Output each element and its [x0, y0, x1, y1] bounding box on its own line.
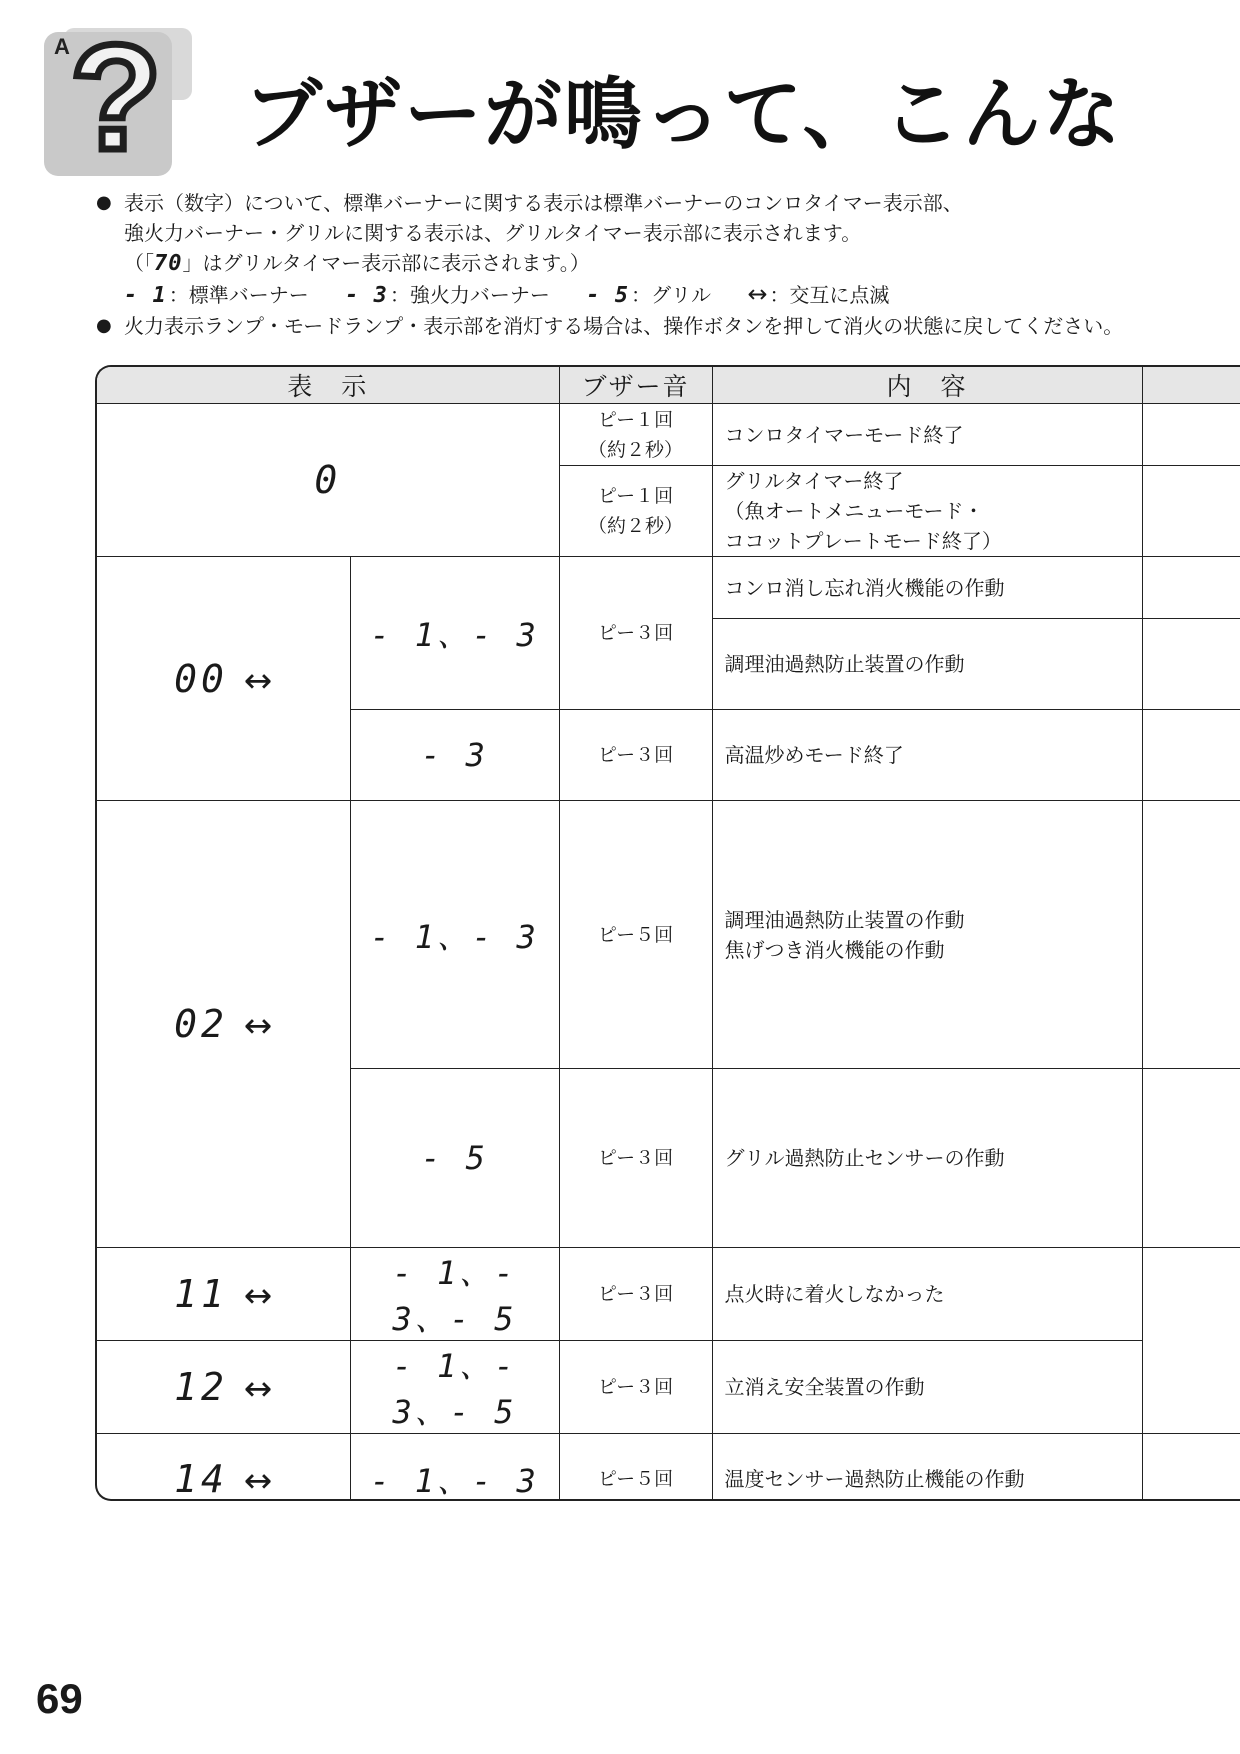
display-code: 0: [97, 404, 559, 557]
buzzer-cell: ピー３回: [559, 557, 712, 710]
content-line: ココットプレートモード終了）: [724, 529, 1002, 553]
note-text: 表示（数字）について、標準バーナーに関する表示は標準バーナーのコンロタイマー表示部、: [124, 191, 963, 215]
buzzer-duration: （約２秒）: [588, 515, 684, 537]
buzzer-cell: ピー５回: [559, 801, 712, 1069]
notes-section: [96, 188, 1226, 341]
note-text: 火力表示ランプ・モードランプ・表示部を消灯する場合は、操作ボタンを押して消火の状態に戻してください。: [124, 314, 1124, 338]
header-extra: [1142, 367, 1240, 404]
page-title: ブザーが鳴って、こんな: [244, 69, 1123, 160]
content-cell: 点火時に着火しなかった: [712, 1248, 1142, 1341]
note-segment-code: 70: [154, 251, 183, 276]
alternate-arrow-icon: ↔: [243, 660, 273, 701]
question-mark-icon: ?: [70, 13, 162, 181]
alternate-arrow-icon: ↔: [243, 1369, 273, 1409]
table-row: [97, 1434, 1240, 1502]
header-content: 内 容: [712, 367, 1142, 404]
display-code: 12: [174, 1365, 228, 1409]
buzzer-table: [95, 365, 1240, 1501]
bullet-icon: ●: [96, 315, 112, 336]
burner-code: - 3: [350, 710, 559, 801]
header-display: 表 示: [97, 367, 559, 404]
display-code: 14: [174, 1456, 228, 1501]
burner-code: - 1、- 3、- 5: [350, 1248, 559, 1341]
table-row: [97, 1248, 1240, 1341]
legend-label-grill: ：グリル: [630, 283, 711, 307]
buzzer-cell: ピー３回: [559, 710, 712, 801]
legend-label-alternate: ：交互に点滅: [769, 283, 890, 307]
content-line: 焦げつき消火機能の作動: [724, 937, 945, 962]
display-code: 11: [174, 1272, 228, 1316]
display-code: 00: [174, 656, 228, 701]
alternate-arrow-icon: ↔: [243, 1006, 273, 1046]
content-line: （魚オートメニューモード・: [724, 499, 984, 523]
note-continuation: [96, 218, 1226, 248]
table-row: [97, 404, 1240, 466]
display-code-cell: [97, 801, 350, 1248]
table-header-row: [97, 367, 1240, 404]
burner-code: - 1、- 3: [350, 1434, 559, 1502]
buzzer-count: ピー１回: [597, 408, 674, 431]
content-cell: 調理油過熱防止装置の作動: [712, 619, 1142, 710]
note-bullet-2: [96, 311, 1226, 341]
content-cell: [712, 466, 1142, 557]
qa-icon-letter: A: [54, 34, 70, 59]
content-cell: コンロタイマーモード終了: [712, 404, 1142, 466]
content-cell: コンロ消し忘れ消火機能の作動: [712, 557, 1142, 619]
page-number: 69: [36, 1675, 83, 1722]
content-cell: グリル過熱防止センサーの作動: [712, 1069, 1142, 1248]
buzzer-cell: [559, 404, 712, 466]
content-cell: 温度センサー過熱防止機能の作動: [712, 1434, 1142, 1502]
table-row: [97, 1341, 1240, 1434]
legend-code-standard: - 1: [124, 283, 167, 308]
content-cell: 高温炒めモード終了: [712, 710, 1142, 801]
content-line: 調理油過熱防止装置の作動: [724, 907, 965, 932]
qa-question-icon: [44, 13, 192, 181]
note-text: 」はグリルタイマー表示部に表示されます。）: [182, 251, 590, 275]
content-cell: [712, 801, 1142, 1069]
legend-code-strong: - 3: [345, 283, 388, 308]
note-bullet-1: [96, 188, 1226, 218]
table-row: [97, 557, 1240, 619]
buzzer-cell: ピー３回: [559, 1069, 712, 1248]
legend-label-strong: ：強火力バーナー: [389, 283, 550, 307]
display-code-cell: [97, 557, 350, 801]
legend-label-standard: ：標準バーナー: [168, 283, 309, 307]
note-text: 強火力バーナー・グリルに関する表示は、グリルタイマー表示部に表示されます。: [124, 221, 862, 245]
buzzer-cell: ピー３回: [559, 1248, 712, 1341]
alternate-arrow-icon: ↔: [243, 1276, 273, 1316]
buzzer-duration: （約２秒）: [588, 438, 684, 461]
burner-code: - 1、- 3、- 5: [350, 1341, 559, 1434]
legend-code-grill: - 5: [586, 283, 629, 308]
table-row: [97, 801, 1240, 1069]
content-line: グリルタイマー終了: [724, 469, 904, 493]
buzzer-cell: [559, 466, 712, 557]
header-buzzer: ブザー音: [559, 367, 712, 404]
display-code: 02: [174, 1002, 228, 1046]
display-code-cell: [97, 1434, 350, 1502]
note-continuation: [96, 248, 1226, 279]
display-code-cell: [97, 1248, 350, 1341]
alternate-arrow-icon: ↔: [243, 1460, 273, 1501]
display-code-cell: [97, 1341, 350, 1434]
alternate-arrow-icon: ↔: [747, 280, 768, 308]
burner-code: - 5: [350, 1069, 559, 1248]
buzzer-cell: ピー５回: [559, 1434, 712, 1502]
note-text: （「: [124, 251, 154, 275]
buzzer-count: ピー１回: [597, 485, 674, 507]
bullet-icon: ●: [96, 192, 112, 213]
content-cell: 立消え安全装置の作動: [712, 1341, 1142, 1434]
legend-line: [96, 279, 1226, 311]
burner-code: - 1、- 3: [350, 801, 559, 1069]
burner-code: - 1、- 3: [350, 557, 559, 710]
buzzer-cell: ピー３回: [559, 1341, 712, 1434]
